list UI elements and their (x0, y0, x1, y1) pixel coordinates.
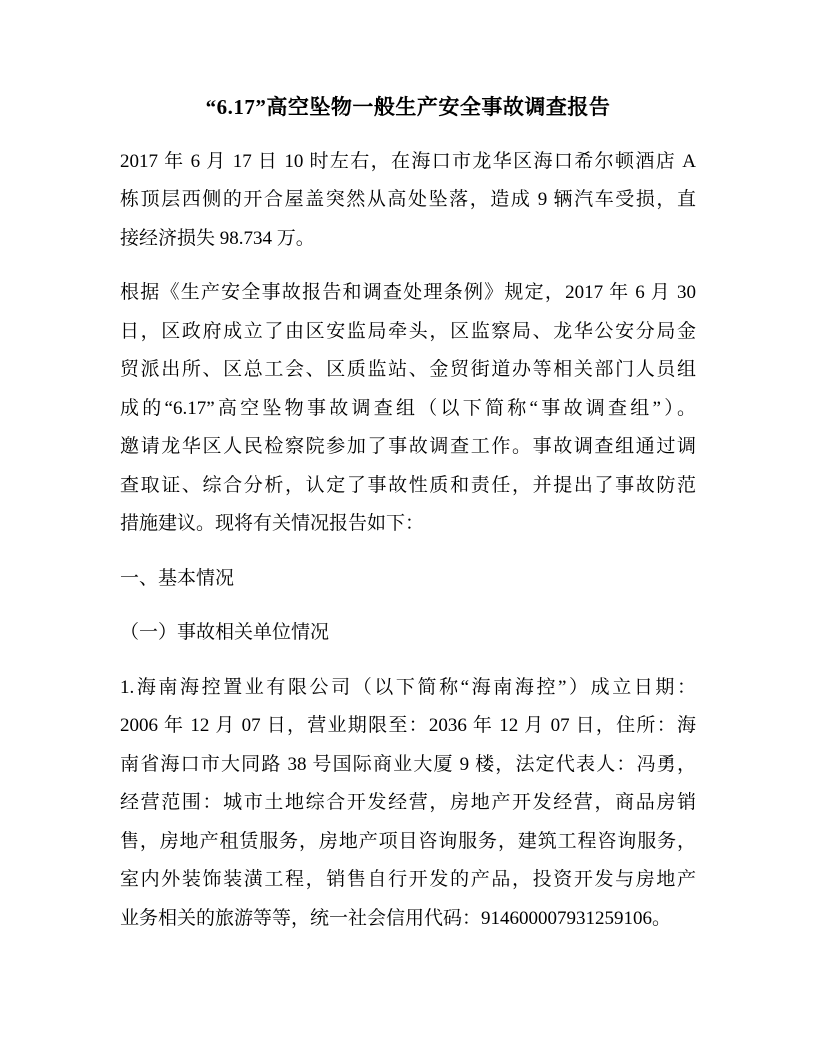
paragraph-accident-summary (120, 143, 696, 259)
document-title: “6.17”高空坠物一般生产安全事故调查报告 (205, 95, 611, 119)
text-line: 1.海南海控置业有限公司（以下简称“海南海控”）成立日期： (120, 676, 696, 698)
text-line: 栋顶层西侧的开合屋盖突然从高处坠落，造成 9 辆汽车受损，直 (120, 189, 696, 210)
text-line: 贸派出所、区总工会、区质监站、金贸街道办等相关部门人员组 (120, 359, 696, 380)
heading-line: 一、基本情况 (120, 567, 235, 589)
text-line: 措施建议。现将有关情况报告如下： (120, 513, 425, 534)
paragraph-investigation-group (120, 274, 696, 544)
text-line: 根据《生产安全事故报告和调查处理条例》规定，2017 年 6 月 30 (120, 282, 696, 303)
text-line: 查取证、综合分析，认定了事故性质和责任，并提出了事故防范 (120, 474, 696, 496)
text-line: 2017 年 6 月 17 日 10 时左右，在海口市龙华区海口希尔顿酒店 A (120, 150, 696, 172)
text-line: 2006 年 12 月 07 日，营业期限至：2036 年 12 月 07 日，住所：海 (120, 715, 696, 736)
text-line: 接经济损失 98.734 万。 (120, 227, 315, 249)
text-line: 经营范围：城市土地综合开发经营，房地产开发经营，商品房销 (120, 792, 696, 813)
heading-subsection-related-units (120, 614, 696, 653)
text-line: 售，房地产租赁服务，房地产项目咨询服务，建筑工程咨询服务， (120, 830, 696, 852)
text-line: 业务相关的旅游等等，统一社会信用代码：914600007931259106。 (120, 907, 672, 929)
heading-section-basic-info (120, 560, 696, 599)
text-line: 室内外装饰装潢工程，销售自行开发的产品，投资开发与房地产 (120, 869, 696, 890)
paragraph-company-info (120, 669, 696, 939)
document-page (120, 88, 696, 938)
text-line: 南省海口市大同路 38 号国际商业大厦 9 楼，法定代表人：冯勇， (120, 753, 696, 775)
text-line: 邀请龙华区人民检察院参加了事故调查工作。事故调查组通过调 (120, 436, 696, 457)
text-line: 日，区政府成立了由区安监局牵头，区监察局、龙华公安分局金 (120, 320, 696, 342)
text-line: 成的“6.17”高空坠物事故调查组（以下简称“事故调查组”）。 (120, 397, 696, 419)
heading-line: （一）事故相关单位情况 (120, 622, 330, 643)
